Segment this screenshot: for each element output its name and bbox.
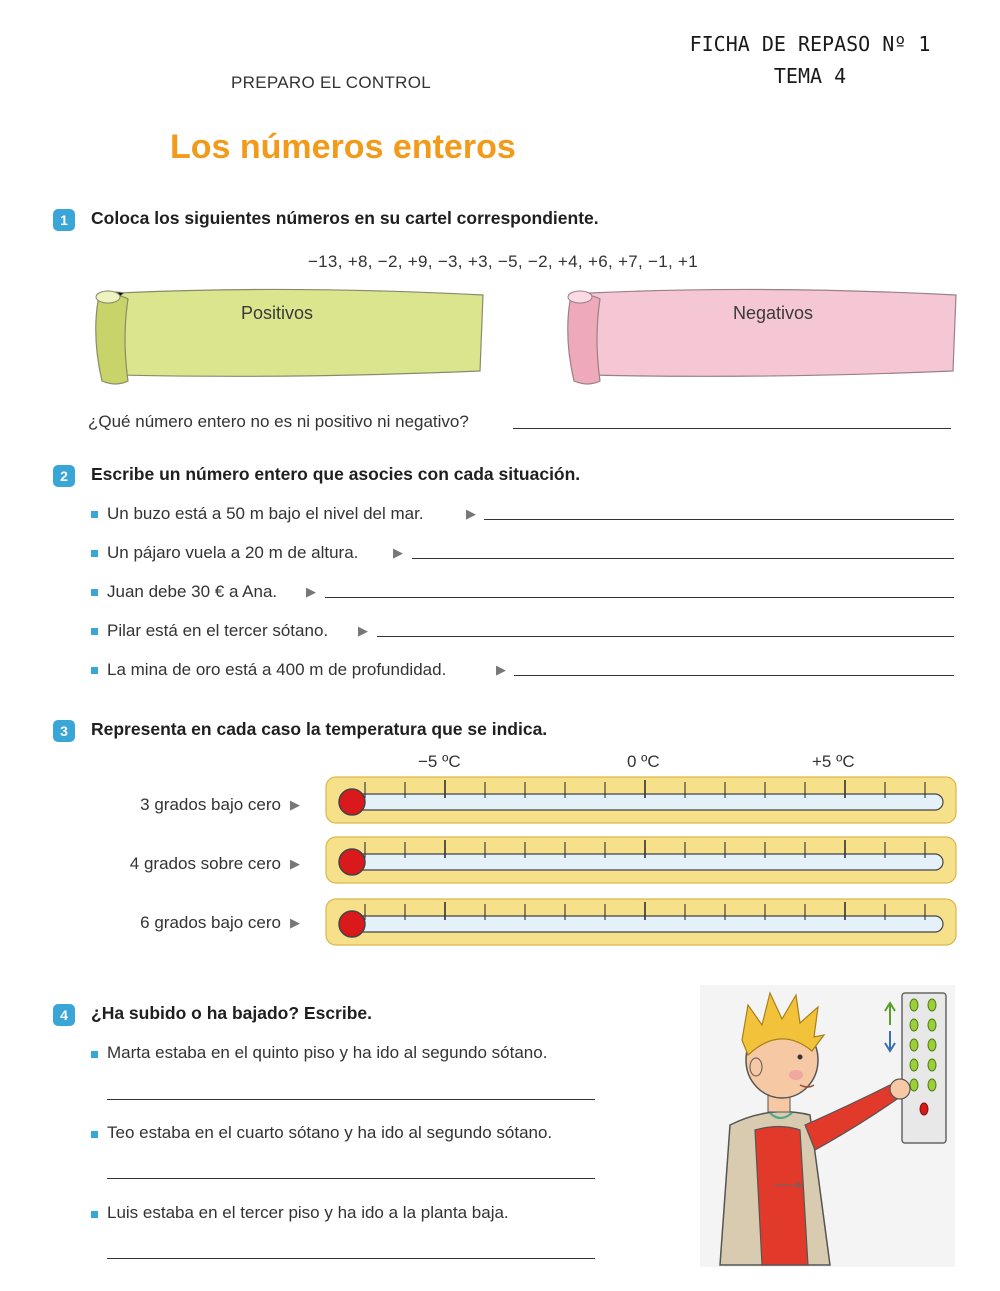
number-list: −13, +8, −2, +9, −3, +3, −5, −2, +4, +6, +7, −1, +1: [307, 252, 699, 271]
arrow-icon: ▶: [290, 797, 300, 812]
ficha-title: FICHA DE REPASO Nº 1: [689, 32, 931, 56]
answer-line-situation-3[interactable]: [325, 597, 954, 598]
answer-line-situation-2[interactable]: [412, 558, 954, 559]
thermometer-bulb: [339, 911, 365, 937]
arrow-icon: ▶: [358, 623, 368, 638]
arrow-icon: ▶: [393, 545, 403, 560]
situation-1: Un buzo está a 50 m bajo el nivel del mar.: [107, 504, 424, 523]
answer-line-zero[interactable]: [513, 428, 951, 429]
exercise-4-question: ¿Ha subido o ha bajado? Escribe.: [91, 1003, 373, 1023]
exercise-number-3: 3: [53, 720, 75, 742]
bullet: [91, 1211, 98, 1218]
arrow-icon: ▶: [466, 506, 476, 521]
scale-label-plus5: +5 ºC: [812, 752, 855, 771]
bullet: [91, 667, 98, 674]
situation-5: La mina de oro está a 400 m de profundidad.: [107, 660, 447, 679]
thermometer-2[interactable]: [325, 836, 957, 884]
elevator-case-2: Teo estaba en el cuarto sótano y ha ido al segundo sótano.: [107, 1123, 553, 1142]
exercise-number-4: 4: [53, 1004, 75, 1026]
boy-elevator-illustration: [700, 985, 955, 1267]
thermometer-bulb: [339, 849, 365, 875]
bullet: [91, 628, 98, 635]
page-title: Los números enteros: [170, 128, 516, 166]
exercise-number-2: 2: [53, 465, 75, 487]
exercise-number-1: 1: [53, 209, 75, 231]
arrow-icon: ▶: [290, 856, 300, 871]
answer-line-case-3[interactable]: [107, 1258, 595, 1259]
situation-4: Pilar está en el tercer sótano.: [107, 621, 329, 640]
scale-label-0: 0 ºC: [627, 752, 660, 771]
answer-line-case-1[interactable]: [107, 1099, 595, 1100]
answer-line-situation-4[interactable]: [377, 636, 954, 637]
positivos-label: Positivos: [241, 303, 314, 323]
negativos-banner[interactable]: [560, 283, 960, 393]
thermometer-tube: [351, 916, 943, 932]
tema-label: TEMA 4: [773, 64, 847, 88]
thermometer-tube: [351, 854, 943, 870]
answer-line-situation-1[interactable]: [484, 519, 954, 520]
bullet: [91, 550, 98, 557]
thermometer-bulb: [339, 789, 365, 815]
thermometer-3-label: 6 grados bajo cero: [140, 913, 281, 932]
elevator-case-1: Marta estaba en el quinto piso y ha ido al segundo sótano.: [107, 1043, 548, 1062]
prep-label: PREPARO EL CONTROL: [231, 73, 431, 92]
exercise-2-question: Escribe un número entero que asocies con cada situación.: [91, 464, 581, 484]
thermometer-2-label: 4 grados sobre cero: [129, 854, 281, 873]
arrow-icon: ▶: [496, 662, 506, 677]
bullet: [91, 1051, 98, 1058]
exercise-3-question: Representa en cada caso la temperatura que se indica.: [91, 719, 548, 739]
situation-2: Un pájaro vuela a 20 m de altura.: [107, 543, 359, 562]
bullet: [91, 589, 98, 596]
elevator-case-3: Luis estaba en el tercer piso y ha ido a la planta baja.: [107, 1203, 509, 1222]
positivos-banner[interactable]: [88, 283, 486, 393]
answer-line-situation-5[interactable]: [514, 675, 954, 676]
arrow-icon: ▶: [306, 584, 316, 599]
situation-3: Juan debe 30 € a Ana.: [107, 582, 278, 601]
bullet: [91, 1131, 98, 1138]
exercise-1-question: Coloca los siguientes números en su cartel correspondiente.: [91, 208, 599, 228]
zero-question: ¿Qué número entero no es ni positivo ni negativo?: [88, 412, 469, 431]
thermometer-tube: [351, 794, 943, 810]
arrow-icon: ▶: [290, 915, 300, 930]
scale-label-minus5: −5 ºC: [418, 752, 461, 771]
thermometer-1-label: 3 grados bajo cero: [140, 795, 281, 814]
thermometer-3[interactable]: [325, 898, 957, 946]
negativos-label: Negativos: [733, 303, 814, 323]
bullet: [91, 511, 98, 518]
answer-line-case-2[interactable]: [107, 1178, 595, 1179]
thermometer-1[interactable]: [325, 776, 957, 824]
